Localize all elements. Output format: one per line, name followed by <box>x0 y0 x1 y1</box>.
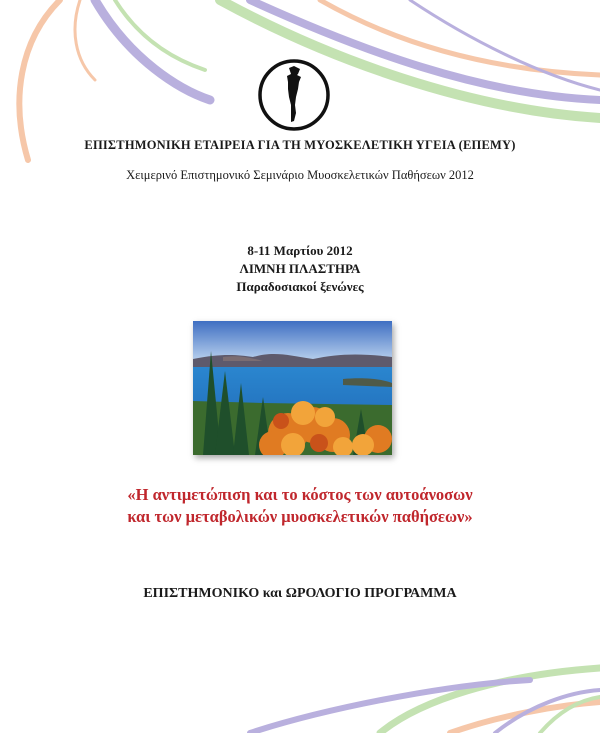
organization-name: ΕΠΙΣΤΗΜΟΝΙΚΗ ΕΤΑΙΡΕΙΑ ΓΙΑ ΤΗ ΜΥΟΣΚΕΛΕΤΙΚΗ ΥΓΕΙΑ (ΕΠΕΜΥ) <box>84 138 516 152</box>
lake-landscape-photo <box>193 321 392 455</box>
theme-line-1: «Η αντιμετώπιση και το κόστος των αυτοάνοσων <box>127 485 473 504</box>
standing-figure-icon <box>258 59 330 131</box>
theme-line-2: και των μεταβολικών μυοσκελετικών παθήσεων» <box>127 507 473 526</box>
swirl-orange-top-2 <box>75 0 95 80</box>
swirl-green-top <box>115 0 205 70</box>
event-location: ΛΙΜΝΗ ΠΛΑΣΤΗΡΑ <box>239 261 361 276</box>
seminar-title: Χειμερινό Επιστημονικό Σεμινάριο Μυοσκελετικών Παθήσεων 2012 <box>126 168 474 182</box>
swirl-orange-top <box>19 0 60 160</box>
event-dates: 8-11 Μαρτίου 2012 <box>247 243 353 258</box>
program-title: ΕΠΙΣΤΗΜΟΝΙΚΟ και ΩΡΟΛΟΓΙΟ ΠΡΟΓΡΑΜΜΑ <box>143 586 457 601</box>
swirl-orange-bottom <box>450 702 600 733</box>
swirl-purple-top <box>95 0 210 100</box>
swirl-purple-right-2 <box>410 0 600 90</box>
seminar-theme <box>0 484 600 528</box>
event-venue: Παραδοσιακοί ξενώνες <box>236 279 364 294</box>
